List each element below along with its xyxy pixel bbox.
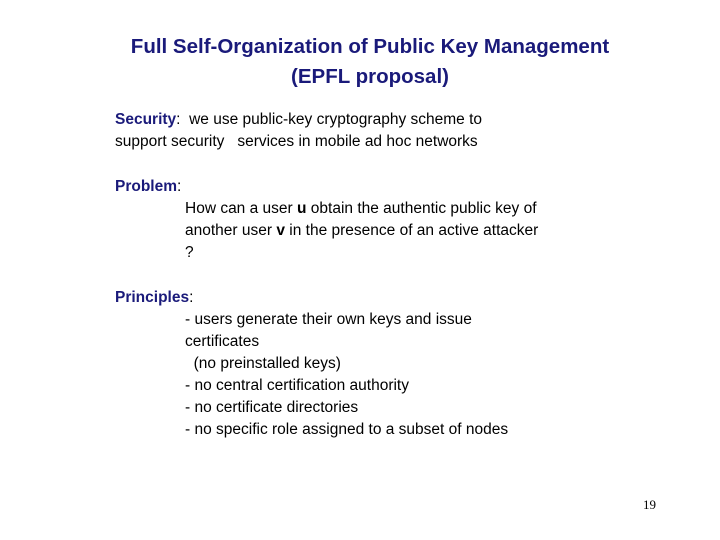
problem-line-1-b: obtain the authentic public key of [306, 200, 537, 217]
problem-line-2-b: in the presence of an active attacker [284, 222, 539, 239]
principles-colon: : [189, 289, 194, 306]
principles-item: certificates [185, 333, 260, 350]
principles-heading [115, 287, 675, 309]
security-line-1 [115, 109, 675, 131]
problem-line-3: ? [185, 244, 194, 261]
principles-item: - no central certification authority [185, 377, 409, 394]
problem-term: Problem [115, 178, 178, 195]
problem-heading [115, 176, 675, 198]
security-block [115, 109, 675, 153]
principles-block [115, 287, 675, 441]
security-term: Security [115, 111, 177, 128]
problem-line-2-a: another user [185, 222, 277, 239]
problem-colon: : [177, 178, 182, 195]
problem-block [115, 176, 675, 264]
principles-item: - no specific role assigned to a subset of nodes [185, 421, 509, 438]
variable-v: v [276, 222, 285, 239]
problem-line-1-a: How can a user [185, 200, 297, 217]
security-line-2: support security services in mobile ad hoc networks [115, 133, 478, 150]
principles-item: - users generate their own keys and issue [185, 311, 472, 328]
title-line-2: (EPFL proposal) [291, 65, 449, 88]
variable-u: u [297, 200, 307, 217]
principles-item: - no certificate directories [185, 399, 359, 416]
slide-title [60, 32, 680, 92]
problem-line-1 [115, 198, 675, 220]
security-line-1-rest: : we use public-key cryptography scheme to [176, 111, 483, 128]
principles-item: (no preinstalled keys) [185, 355, 341, 372]
title-line-1: Full Self-Organization of Public Key Management [130, 35, 610, 58]
principles-term: Principles [115, 289, 190, 306]
page-number: 19 [643, 497, 656, 512]
problem-line-2 [115, 220, 675, 242]
